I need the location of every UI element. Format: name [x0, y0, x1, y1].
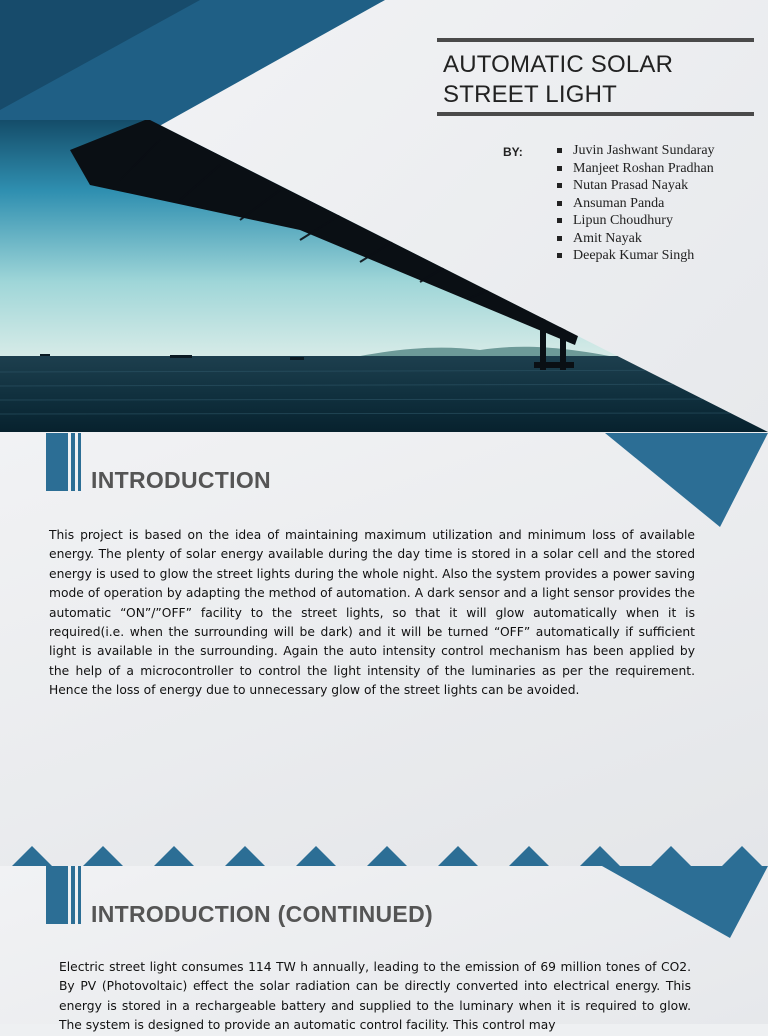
- title-slide: [0, 0, 768, 432]
- author-item: Deepak Kumar Singh: [557, 247, 715, 265]
- introduction-slide: [0, 432, 768, 866]
- introduction-continued-body: Electric street light consumes 114 TW h annually, leading to the emission of 69 million tones of CO2. By PV (Photovoltaic) effect the solar radiation can be directly converted into electrical energy. This energy is stored in a rechargeable battery and supplied to the luminary when it is required to glow. The system is designed to provide an automatic control facility. This control may: [59, 960, 691, 1033]
- author-list: [557, 142, 715, 265]
- title-line-2: STREET LIGHT: [443, 81, 617, 108]
- author-item: Juvin Jashwant Sundaray: [557, 142, 715, 160]
- triangle-border: [0, 844, 768, 866]
- introduction-continued-slide: [0, 866, 768, 1033]
- title-line-1: AUTOMATIC SOLAR: [443, 51, 674, 78]
- by-label: BY:: [503, 145, 523, 159]
- heading-bars: [46, 866, 81, 924]
- blue-triangle-right: [602, 866, 768, 938]
- section-heading: INTRODUCTION: [91, 467, 271, 493]
- section-heading: INTRODUCTION (CONTINUED): [91, 901, 433, 927]
- heading-bars: [46, 433, 81, 491]
- title-block: [437, 38, 754, 116]
- author-item: Manjeet Roshan Pradhan: [557, 160, 715, 178]
- blue-triangle-right: [605, 433, 768, 527]
- author-item: Nutan Prasad Nayak: [557, 177, 715, 195]
- author-item: Lipun Choudhury: [557, 212, 715, 230]
- author-item: Ansuman Panda: [557, 195, 715, 213]
- introduction-body: This project is based on the idea of maintaining maximum utilization and minimum loss of available energy. The plenty of solar energy available during the day time is stored in a solar cell and the stored energy is used to glow the street lights during the whole night. Also the system provides a power saving mode of operation by adapting the method of automation. A dark sensor and a light sensor provides the automatic “ON”/”OFF” facility to the street lights, so that it will glow automatically when it is required(i.e. when the surrounding will be dark) and it will be turned “OFF” automatically if sufficient light is available in the surrounding. Again the auto intensity control mechanism has been applied by the help of a microcontroller to control the light intensity of the luminaries as per the requirement. Hence the loss of energy due to unnecessary glow of the street lights can be avoided.: [49, 528, 695, 698]
- author-item: Amit Nayak: [557, 230, 715, 248]
